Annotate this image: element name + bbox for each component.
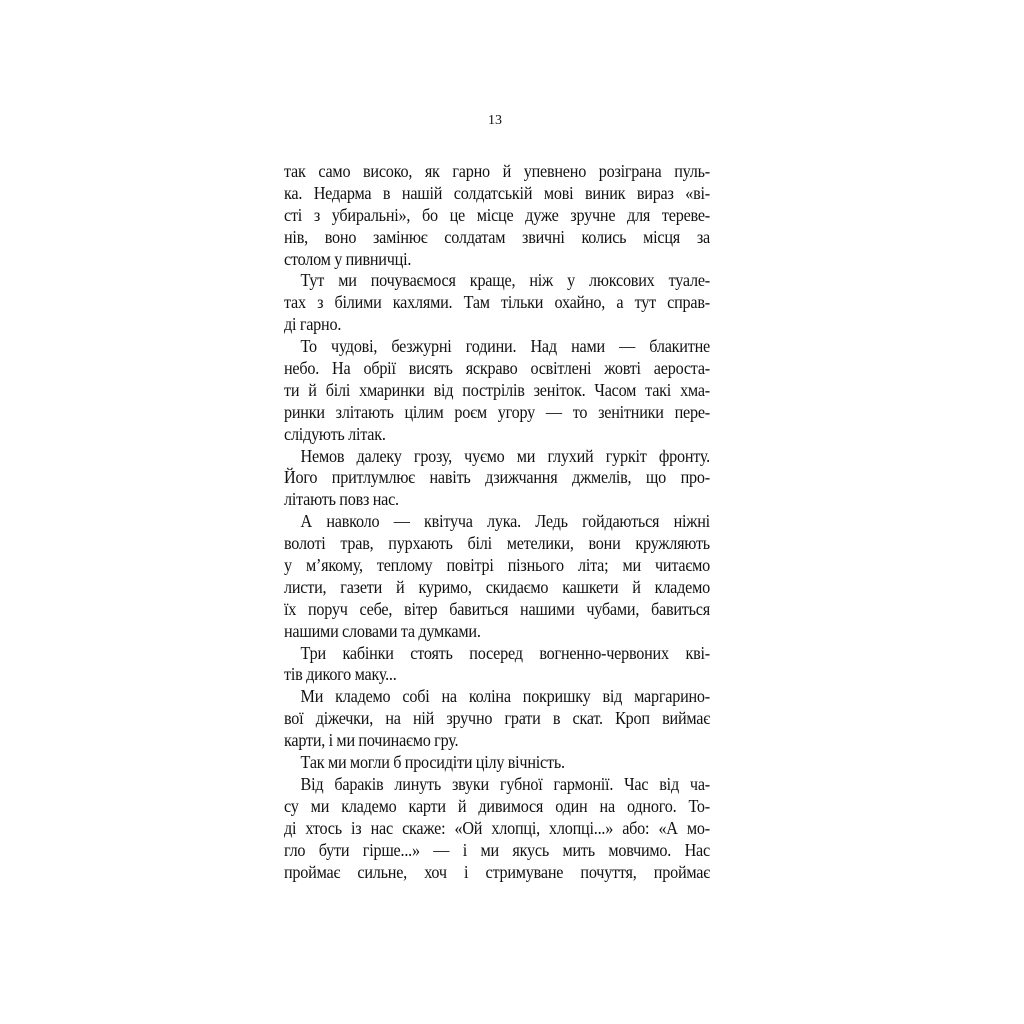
text-line: слідують літак. bbox=[284, 423, 386, 444]
text-line: гло бути гірше...» — і ми якусь мить мовчимо. Нас bbox=[284, 839, 710, 860]
text-line: у м’якому, теплому повітрі пізнього літа; ми читаємо bbox=[284, 555, 710, 576]
text-line: А навколо — квітуча лука. Ледь гойдаються ніжні bbox=[300, 511, 710, 532]
text-line: проймає сильне, хоч і стримуване почуття, проймає bbox=[284, 861, 710, 882]
text-line: так само високо, як гарно й упевнено розіграна пуль- bbox=[284, 161, 710, 181]
text-line: Немов далеку грозу, чуємо ми глухий гуркіт фронту. bbox=[300, 445, 710, 466]
text-line: Ми кладемо собі на коліна покришку від маргарино- bbox=[300, 686, 710, 707]
text-line: листи, газети й куримо, скидаємо кашкети й кладемо bbox=[284, 576, 710, 597]
text-line: Тут ми почуваємося краще, ніж у люксових туале- bbox=[300, 270, 710, 291]
text-line: небо. На обрії висять яскраво освітлені жовті аероста- bbox=[284, 358, 710, 379]
text-line: Від бараків линуть звуки губної гармонії. Час від ча- bbox=[300, 773, 710, 794]
text-line: Його притлумлює навіть дзижчання джмелів, що про- bbox=[284, 467, 710, 488]
text-line: сті з убиральні», бо це місце дуже зручне для тереве- bbox=[284, 204, 710, 225]
text-line: столом у пивничці. bbox=[284, 248, 412, 269]
text-line: нів, воно замінює солдатам звичні колись місця за bbox=[284, 226, 710, 247]
text-line: ді гарно. bbox=[284, 314, 342, 335]
text-line: То чудові, безжурні години. Над нами — блакитне bbox=[300, 336, 710, 357]
text-line: Так ми могли б просидіти цілу вічність. bbox=[300, 752, 565, 773]
body-text bbox=[284, 161, 710, 883]
text-line: волоті трав, пурхають білі метелики, вони кружляють bbox=[284, 533, 710, 554]
text-line: вої діжечки, на ній зручно грати в скат. Кроп виймає bbox=[284, 708, 710, 729]
text-line: Три кабінки стоять посеред вогненно-червоних кві- bbox=[300, 642, 710, 663]
text-line: ти й білі хмаринки від пострілів зеніток. Часом такі хма- bbox=[284, 379, 710, 400]
text-line: їх поруч себе, вітер бавиться нашими чубами, бавиться bbox=[284, 598, 710, 619]
text-line: тах з білими кахлями. Там тільки охайно, а тут справ- bbox=[284, 292, 710, 313]
text-line: ринки злітають цілим роєм угору — то зенітники пере- bbox=[284, 401, 710, 422]
text-line: нашими словами та думками. bbox=[284, 620, 481, 641]
text-line: літають повз нас. bbox=[284, 489, 399, 510]
text-line: су ми кладемо карти й дивимося один на одного. То- bbox=[284, 795, 710, 816]
page-number: 13 bbox=[488, 113, 502, 128]
text-line: тів дикого маку... bbox=[284, 664, 397, 685]
text-line: ка. Недарма в нашій солдатській мові виник вираз «ві- bbox=[284, 182, 710, 203]
text-line: ді хтось із нас скаже: «Ой хлопці, хлопці...» або: «А мо- bbox=[284, 817, 710, 838]
text-line: карти, і ми починаємо гру. bbox=[284, 730, 459, 751]
